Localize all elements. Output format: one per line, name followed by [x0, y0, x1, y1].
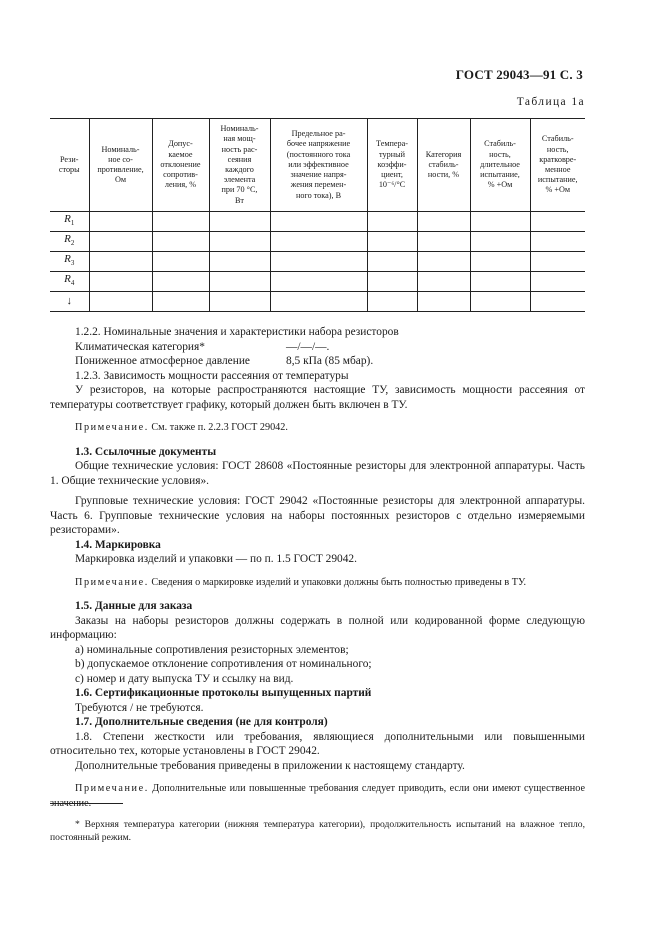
climate-category-value: —/—/—. [286, 340, 330, 353]
section-1-6-heading: 1.6. Сертификационные протоколы выпущенных партий [75, 687, 372, 699]
col-header-temp-coeff: Темпера- турный коэффи- циент, 10⁻⁶/°С [367, 119, 417, 212]
paragraph-1-8: 1.8. Степени жесткости или требования, являющиеся дополнительными или повышенными относительно тех, которые установлены в ГОСТ 29042. [50, 730, 585, 757]
table-row [50, 252, 585, 272]
col-header-voltage: Предельное ра- бочее напряжение (постоянного тока или эффективное значение напря- жения перемен- ного тока), В [270, 119, 367, 212]
table-caption: Таблица 1а [516, 96, 585, 108]
pressure-line [75, 354, 585, 369]
note-3: Примечание. Дополнительные или повышенные требования следует приводить, если они имеют существенное значение. [50, 783, 585, 809]
section-1-7-heading: 1.7. Дополнительные сведения (не для контроля) [75, 716, 328, 728]
pressure-label: Пониженное атмосферное давление [75, 355, 250, 367]
col-header-nominal-resistance: Номиналь- ное со- противление, Ом [89, 119, 152, 212]
resistor-table [50, 118, 585, 312]
col-header-long-stability: Стабиль- ность, длительное испытание, % +Ом [470, 119, 530, 212]
row-label: $R_2$ [50, 232, 89, 252]
col-header-stability-category: Категория стабиль- ности, % [417, 119, 470, 212]
row-label: $R_3$ [50, 252, 89, 272]
col-header-resistors: Рези- сторы [50, 119, 89, 212]
list-item-a: a) номинальные сопротивления резисторных элементов; [75, 643, 349, 656]
page-header: ГОСТ 29043—91 С. 3 [455, 67, 583, 82]
section-1-3-heading: 1.3. Ссылочные документы [75, 445, 217, 458]
col-header-short-stability: Стабиль- ность, кратковре- менное испытание, % +Ом [530, 119, 585, 212]
note-1: Примечание. См. также п. 2.2.3 ГОСТ 29042. [75, 422, 288, 433]
document-body [50, 325, 585, 811]
col-header-power: Номиналь- ная мощ- ность рас- сеяния каждого элемента при 70 °С, Вт [209, 119, 270, 212]
footnote: * Верхняя температура категории (нижняя температура категории), продолжительность испытаний на влажное тепло, постоянный режим. [50, 819, 585, 843]
note-label: Примечание. [75, 576, 149, 588]
table-row [50, 212, 585, 232]
note-label: Примечание. [75, 783, 149, 794]
paragraph-general-spec: Общие технические условия: ГОСТ 28608 «Постоянные резисторы для электронной аппаратуры. Часть 1. Общие технические условия». [50, 460, 585, 487]
list-item-c: c) номер и дату выпуска ТУ и ссылку на вид. [75, 672, 294, 685]
col-header-tolerance: Допус- каемое отклонение сопротив- ления, % [152, 119, 209, 212]
row-label: $R_1$ [50, 212, 89, 232]
paragraph-marking: Маркировка изделий и упаковки — по п. 1.5 ГОСТ 29042. [75, 553, 357, 565]
climate-category-label: Климатическая категория* [75, 340, 205, 353]
paragraph-1-2-3: 1.2.3. Зависимость мощности рассеяния от температуры [75, 369, 349, 382]
table-row [50, 292, 585, 312]
paragraph-1-2-2: 1.2.2. Номинальные значения и характеристики набора резисторов [75, 326, 399, 338]
row-label: $R_4$ [50, 272, 89, 292]
table-row [50, 232, 585, 252]
paragraph-power-dependence: У резисторов, на которые распространяются настоящие ТУ, зависимость мощности рассеяния от температуры соответствует графику, который должен быть включен в ТУ. [50, 384, 585, 411]
note-2: Примечание. Сведения о маркировке изделий и упаковки должны быть полностью приведены в ТУ. [75, 576, 527, 588]
section-1-4-heading: 1.4. Маркировка [75, 538, 161, 551]
climate-category-line [75, 340, 585, 355]
footnote-separator [50, 803, 123, 804]
paragraph-required: Требуются / не требуются. [75, 701, 204, 714]
note-label: Примечание. [75, 422, 149, 433]
paragraph-appendix: Дополнительные требования приведены в приложении к настоящему стандарту. [75, 759, 465, 772]
paragraph-group-spec: Групповые технические условия: ГОСТ 29042 «Постоянные резисторы для электронной аппаратуры. Часть 6. Групповые технические условия на наборы постоянных резисторов с отдельно измеряемыми резисторами». [50, 495, 585, 536]
list-item-b: b) допускаемое отклонение сопротивления от номинального; [75, 658, 372, 670]
paragraph-order-data: Заказы на наборы резисторов должны содержать в полной или кодированной форме следующую информацию: [50, 614, 585, 641]
table-row [50, 272, 585, 292]
section-1-5-heading: 1.5. Данные для заказа [75, 600, 193, 612]
table-header-row [50, 119, 585, 212]
pressure-value: 8,5 кПа (85 мбар). [286, 355, 374, 367]
row-label-arrow: ↓ [50, 292, 89, 312]
